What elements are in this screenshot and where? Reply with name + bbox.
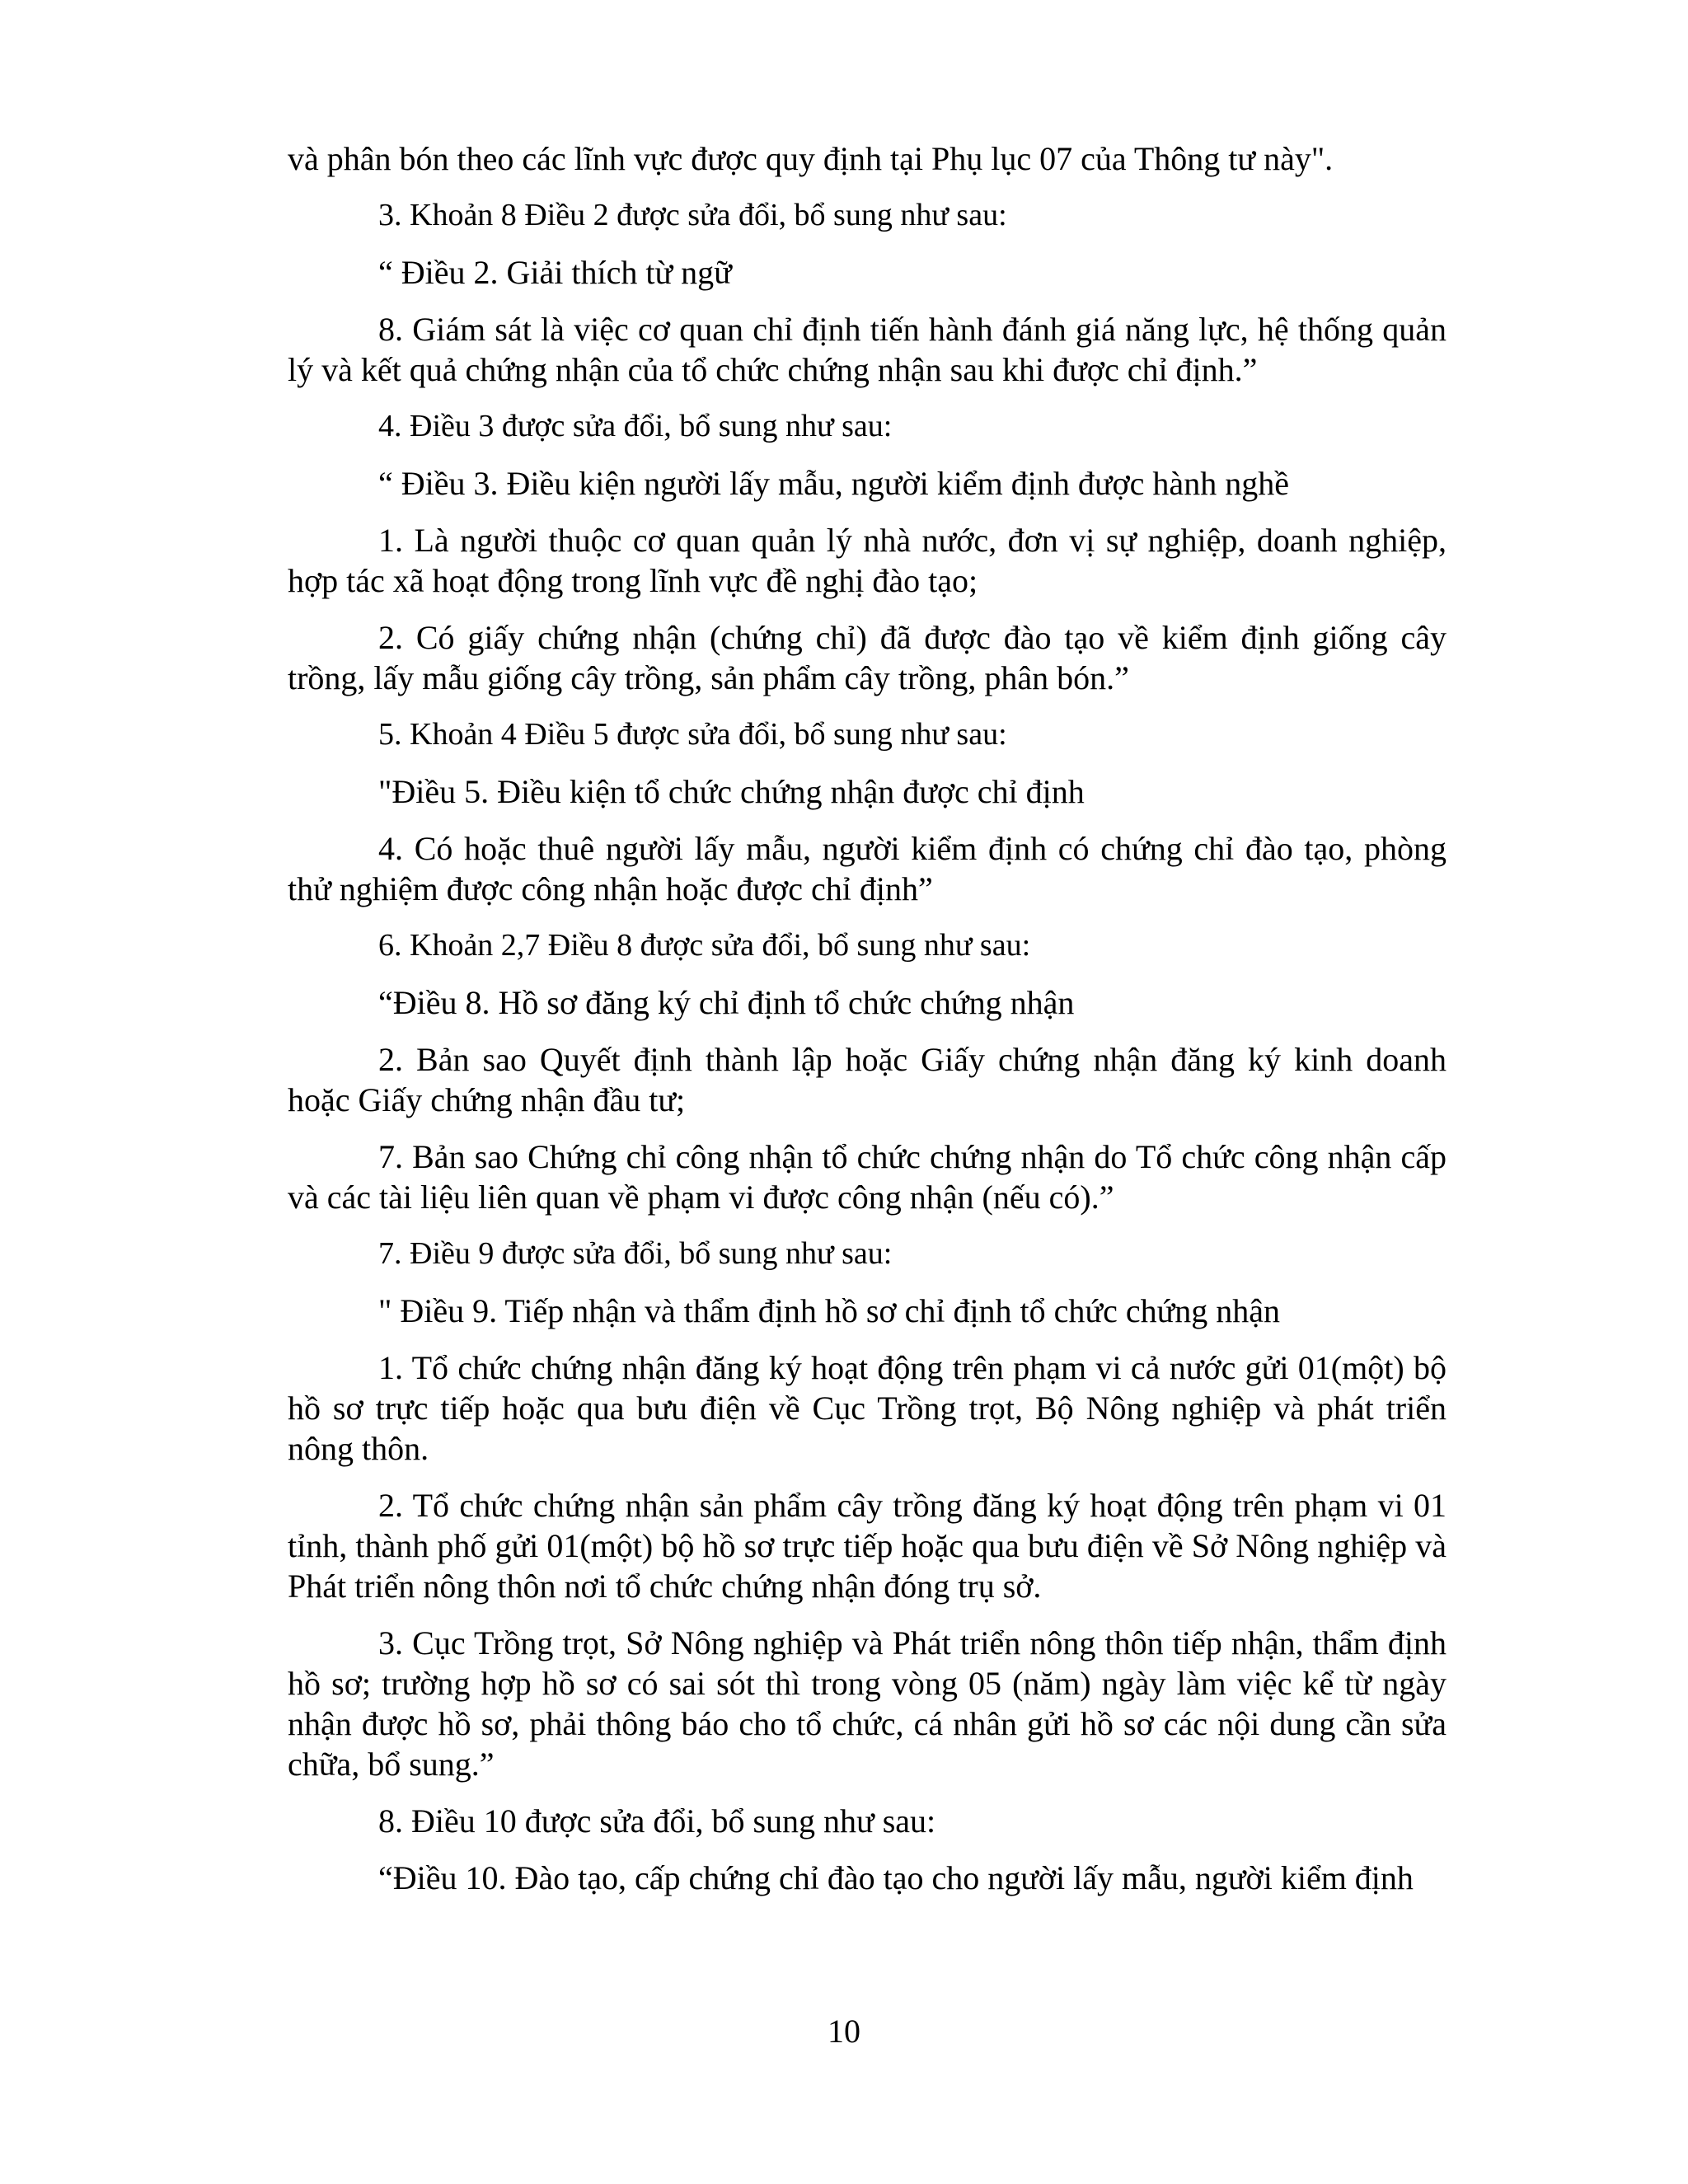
article-8-clause-7: 7. Bản sao Chứng chỉ công nhận tổ chức chứng nhận do Tổ chức công nhận cấp và các tài liệu liên quan về phạm vi được công nhận (nếu có).”: [288, 1138, 1447, 1216]
article-title-10: “Điều 10. Đào tạo, cấp chứng chỉ đào tạo cho người lấy mẫu, người kiểm định: [378, 1859, 1414, 1896]
article-9-clause-1: 1. Tổ chức chứng nhận đăng ký hoạt động trên phạm vi cả nước gửi 01(một) bộ hồ sơ trực tiếp hoặc qua bưu điện về Cục Trồng trọt, Bộ Nông nghiệp và phát triển nông thôn.: [288, 1349, 1447, 1467]
amendment-heading-5: 5. Khoản 4 Điều 5 được sửa đổi, bổ sung như sau:: [378, 717, 1007, 752]
amendment-heading-8: 8. Điều 10 được sửa đổi, bổ sung như sau:: [378, 1802, 936, 1840]
article-title-9: " Điều 9. Tiếp nhận và thẩm định hồ sơ chỉ định tổ chức chứng nhận: [378, 1292, 1281, 1329]
article-9-clause-3: 3. Cục Trồng trọt, Sở Nông nghiệp và Phát triển nông thôn tiếp nhận, thẩm định hồ sơ; trường hợp hồ sơ có sai sót thì trong vòng 05 (năm) ngày làm việc kể từ ngày nhận được hồ sơ, phải thông báo cho tổ chức, cá nhân gửi hồ sơ các nội dung cần sửa chữa, bổ sung.”: [288, 1624, 1447, 1783]
article-title-8: “Điều 8. Hồ sơ đăng ký chỉ định tổ chức chứng nhận: [378, 984, 1075, 1021]
article-title-2: “ Điều 2. Giải thích từ ngữ: [378, 254, 732, 291]
article-3-clause-2: 2. Có giấy chứng nhận (chứng chỉ) đã được đào tạo về kiểm định giống cây trồng, lấy mẫu giống cây trồng, sản phẩm cây trồng, phân bón.”: [288, 619, 1447, 696]
article-2-clause-8: 8. Giám sát là việc cơ quan chỉ định tiến hành đánh giá năng lực, hệ thống quản lý và kết quả chứng nhận của tổ chức chứng nhận sau khi được chỉ định.”: [288, 311, 1447, 388]
article-8-clause-2: 2. Bản sao Quyết định thành lập hoặc Giấy chứng nhận đăng ký kinh doanh hoặc Giấy chứng nhận đầu tư;: [288, 1041, 1447, 1118]
article-5-clause-4: 4. Có hoặc thuê người lấy mẫu, người kiểm định có chứng chỉ đào tạo, phòng thử nghiệm được công nhận hoặc được chỉ định”: [288, 830, 1447, 907]
article-title-3: “ Điều 3. Điều kiện người lấy mẫu, người kiểm định được hành nghề: [378, 465, 1289, 502]
article-title-5: "Điều 5. Điều kiện tổ chức chứng nhận được chỉ định: [378, 773, 1085, 810]
document-body: [288, 138, 1447, 1915]
page-number: 10: [828, 2013, 860, 2050]
amendment-heading-6: 6. Khoản 2,7 Điều 8 được sửa đổi, bổ sung như sau:: [378, 928, 1031, 963]
amendment-heading-3: 3. Khoản 8 Điều 2 được sửa đổi, bổ sung như sau:: [378, 198, 1007, 232]
paragraph-continuation: và phân bón theo các lĩnh vực được quy định tại Phụ lục 07 của Thông tư này".: [288, 140, 1334, 177]
article-3-clause-1: 1. Là người thuộc cơ quan quản lý nhà nước, đơn vị sự nghiệp, doanh nghiệp, hợp tác xã hoạt động trong lĩnh vực đề nghị đào tạo;: [288, 522, 1447, 599]
amendment-heading-4: 4. Điều 3 được sửa đổi, bổ sung như sau:: [378, 409, 893, 443]
article-9-clause-2: 2. Tổ chức chứng nhận sản phẩm cây trồng đăng ký hoạt động trên phạm vi 01 tỉnh, thành phố gửi 01(một) bộ hồ sơ trực tiếp hoặc qua bưu điện về Sở Nông nghiệp và Phát triển nông thôn nơi tổ chức chứng nhận đóng trụ sở.: [288, 1487, 1447, 1605]
amendment-heading-7: 7. Điều 9 được sửa đổi, bổ sung như sau:: [378, 1236, 893, 1271]
